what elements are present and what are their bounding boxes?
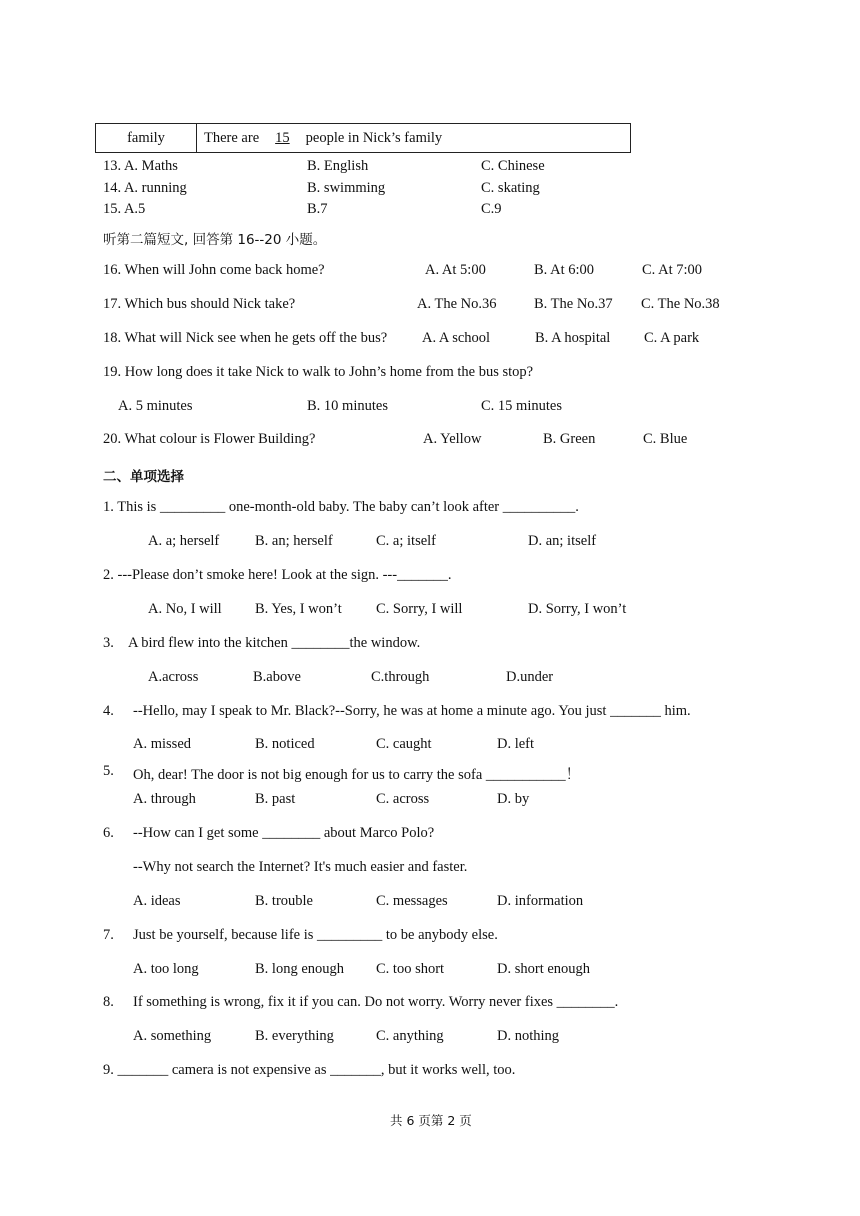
option-a: A. too long — [133, 961, 199, 977]
option-a: A. Yellow — [423, 431, 482, 447]
question-number: 6. — [103, 825, 114, 841]
option-c: C. 15 minutes — [481, 398, 562, 414]
option-d: D. information — [497, 893, 584, 909]
option-b: B. At 6:00 — [534, 262, 595, 278]
option-c: C. A park — [644, 330, 700, 346]
option-a: A. something — [133, 1028, 212, 1044]
choice-question-2: 2. ---Please don’t smoke here! Look at the sign. ---_______. — [103, 567, 452, 583]
option-c: C. too short — [376, 961, 445, 977]
option-b: B. The No.37 — [534, 296, 613, 312]
option-a: A.across — [148, 669, 199, 685]
option-c: C. Blue — [643, 431, 688, 447]
question-number: 7. — [103, 927, 114, 943]
question-16: 16. When will John come back home? — [103, 262, 325, 278]
option-b: B. noticed — [255, 736, 315, 752]
question-15: 15. A.5 — [103, 201, 146, 217]
option-b: B. English — [307, 158, 369, 174]
option-a: A. 5 minutes — [118, 398, 193, 414]
table-label-cell: family — [96, 124, 197, 153]
choice-question-8: If something is wrong, fix it if you can. Do not worry. Worry never fixes ________. — [133, 994, 619, 1010]
option-c: C. messages — [376, 893, 448, 909]
option-d: D. short enough — [497, 961, 591, 977]
question-number: 4. — [103, 703, 114, 719]
question-13: 13. A. Maths — [103, 158, 178, 174]
option-c: C. The No.38 — [641, 296, 720, 312]
option-a: A. The No.36 — [417, 296, 497, 312]
option-b: B. trouble — [255, 893, 313, 909]
option-b: B. long enough — [255, 961, 345, 977]
option-a: A. missed — [133, 736, 191, 752]
question-17: 17. Which bus should Nick take? — [103, 296, 296, 312]
option-a: A. ideas — [133, 893, 181, 909]
table-text: people in Nick’s family — [305, 129, 443, 146]
option-c: C. At 7:00 — [642, 262, 703, 278]
question-number: 3. — [103, 635, 114, 651]
option-d: D.under — [506, 669, 554, 685]
question-18: 18. What will Nick see when he gets off the bus? — [103, 330, 388, 346]
choice-question-6-reply: --Why not search the Internet? It's much easier and faster. — [133, 859, 468, 875]
choice-question-4: --Hello, may I speak to Mr. Black?--Sorry, he was at home a minute ago. You just _______ him. — [133, 703, 691, 719]
choice-question-7: Just be yourself, because life is _________ to be anybody else. — [133, 927, 498, 943]
option-b: B. Yes, I won’t — [255, 601, 342, 617]
option-c: C. anything — [376, 1028, 444, 1044]
choice-question-6: --How can I get some ________ about Marco Polo? — [133, 825, 435, 841]
option-b: B. A hospital — [535, 330, 611, 346]
option-d: D. by — [497, 791, 530, 807]
answer-table — [95, 123, 631, 153]
option-b: B.above — [253, 669, 301, 685]
table-row — [96, 124, 631, 153]
option-a: A. a; herself — [148, 533, 220, 549]
option-b: B. past — [255, 791, 296, 807]
option-c: C. Sorry, I will — [376, 601, 463, 617]
option-c: C. Chinese — [481, 158, 545, 174]
question-14: 14. A. running — [103, 180, 187, 196]
question-20: 20. What colour is Flower Building? — [103, 431, 316, 447]
choice-question-5: Oh, dear! The door is not big enough for us to carry the sofa ___________！ — [133, 767, 581, 783]
option-b: B. swimming — [307, 180, 386, 196]
option-c: C. across — [376, 791, 430, 807]
option-a: A. through — [133, 791, 196, 807]
option-b: B. Green — [543, 431, 596, 447]
option-c: C. skating — [481, 180, 540, 196]
option-b: B. everything — [255, 1028, 334, 1044]
option-c: C.9 — [481, 201, 502, 217]
option-b: B.7 — [307, 201, 328, 217]
choice-question-9: 9. _______ camera is not expensive as _______, but it works well, too. — [103, 1062, 516, 1078]
option-c: C. a; itself — [376, 533, 437, 549]
table-blank-answer: 15 — [275, 129, 290, 146]
option-a: A. No, I will — [148, 601, 222, 617]
section-heading: 二、单项选择 — [103, 469, 184, 485]
option-d: D. an; itself — [528, 533, 597, 549]
option-a: A. At 5:00 — [425, 262, 486, 278]
choice-question-3: A bird flew into the kitchen ________the window. — [128, 635, 421, 651]
option-d: D. left — [497, 736, 535, 752]
option-b: B. 10 minutes — [307, 398, 388, 414]
choice-question-1: 1. This is _________ one-month-old baby. The baby can’t look after __________. — [103, 499, 579, 515]
option-b: B. an; herself — [255, 533, 333, 549]
option-c: C. caught — [376, 736, 432, 752]
page-footer: 共 6 页第 2 页 — [390, 1113, 472, 1128]
option-c: C.through — [371, 669, 430, 685]
option-a: A. A school — [422, 330, 491, 346]
option-d: D. Sorry, I won’t — [528, 601, 627, 617]
table-text: There are — [204, 129, 260, 146]
question-19: 19. How long does it take Nick to walk to John’s home from the bus stop? — [103, 364, 534, 380]
table-text-cell — [197, 124, 631, 153]
option-d: D. nothing — [497, 1028, 560, 1044]
question-number: 5. — [103, 763, 114, 779]
question-number: 8. — [103, 994, 114, 1010]
listening-2-intro: 听第二篇短文, 回答第 16--20 小题。 — [103, 232, 327, 248]
